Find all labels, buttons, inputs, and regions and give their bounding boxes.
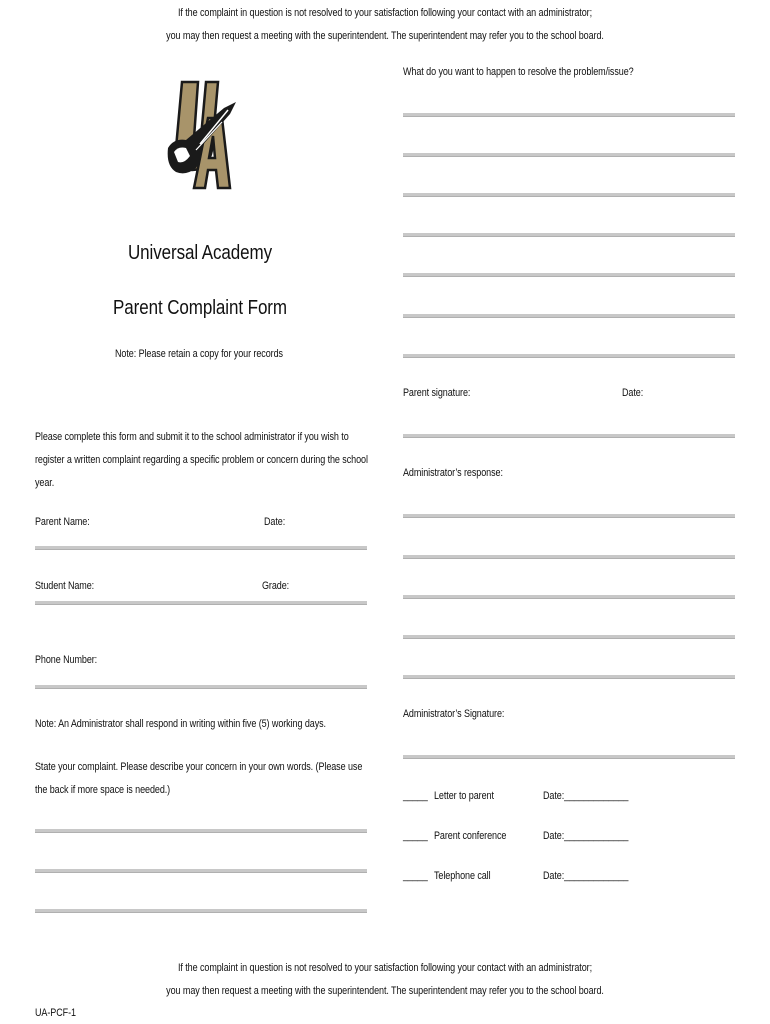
admin-note: Note: An Administrator shall respond in writing within five (5) working days.	[35, 718, 326, 730]
form-code: UA-PCF-1	[35, 1007, 76, 1019]
admin-response-line-4[interactable]	[403, 635, 735, 639]
admin-response-line-2[interactable]	[403, 555, 735, 559]
phone-field[interactable]	[35, 685, 367, 689]
admin-response-label: Administrator’s response:	[403, 467, 503, 479]
admin-response-line-5[interactable]	[403, 675, 735, 679]
complaint-line-1[interactable]	[35, 829, 367, 833]
resolve-line-2[interactable]	[403, 153, 735, 157]
notice-line-1-top: If the complaint in question is not resolved to your satisfaction following your contact with an administrator;	[177, 7, 593, 19]
followup-call-label: Telephone call	[434, 870, 491, 882]
followup-conference-label: Parent conference	[434, 830, 507, 842]
resolve-line-1[interactable]	[403, 113, 735, 117]
followup-call-blank[interactable]: _____	[403, 870, 428, 882]
parent-name-label: Parent Name:	[35, 516, 90, 528]
school-name: Universal Academy	[127, 242, 273, 264]
phone-label: Phone Number:	[35, 654, 98, 666]
parent-signature-field[interactable]	[403, 434, 735, 438]
instructions: Please complete this form and submit it to the school administrator if you wish to register a written complaint regarding a specific problem or concern during the school year.	[35, 431, 368, 489]
resolve-line-5[interactable]	[403, 273, 735, 277]
resolve-line-4[interactable]	[403, 233, 735, 237]
followup-conference-blank[interactable]: _____	[403, 830, 428, 842]
followup-letter-blank[interactable]: _____	[403, 790, 428, 802]
signature-date-label: Date:	[622, 387, 644, 399]
notice-line-1-bottom: If the complaint in question is not resolved to your satisfaction following your contact with an administrator;	[177, 962, 593, 974]
followup-call-date[interactable]: Date:_____________	[543, 870, 629, 882]
followup-letter-date[interactable]: Date:_____________	[543, 790, 629, 802]
form-title: Parent Complaint Form	[113, 297, 287, 319]
retain-note: Note: Please retain a copy for your records	[115, 348, 283, 360]
admin-response-line-3[interactable]	[403, 595, 735, 599]
complaint-line-2[interactable]	[35, 869, 367, 873]
complaint-line-3[interactable]	[35, 909, 367, 913]
admin-signature-field[interactable]	[403, 755, 735, 759]
resolve-line-6[interactable]	[403, 314, 735, 318]
student-name-field[interactable]	[35, 601, 367, 605]
parent-date-label: Date:	[264, 516, 286, 528]
admin-response-line-1[interactable]	[403, 514, 735, 518]
parent-name-field[interactable]	[35, 546, 367, 550]
complaint-prompt: State your complaint. Please describe your concern in your own words. (Please use the back if more space is needed.)	[35, 761, 363, 796]
notice-line-2-bottom: you may then request a meeting with the superintendent. The superintendent may refer you to the school board.	[166, 985, 604, 997]
followup-conference-date[interactable]: Date:_____________	[543, 830, 629, 842]
followup-letter-label: Letter to parent	[434, 790, 494, 802]
grade-label: Grade:	[262, 580, 290, 592]
school-logo	[160, 78, 240, 196]
notice-line-2-top: you may then request a meeting with the superintendent. The superintendent may refer you to the school board.	[166, 30, 604, 42]
resolve-line-7[interactable]	[403, 354, 735, 358]
admin-signature-label: Administrator’s Signature:	[403, 708, 505, 720]
resolve-question: What do you want to happen to resolve the problem/issue?	[403, 66, 634, 78]
parent-signature-label: Parent signature:	[403, 387, 471, 399]
resolve-line-3[interactable]	[403, 193, 735, 197]
student-name-label: Student Name:	[35, 580, 95, 592]
